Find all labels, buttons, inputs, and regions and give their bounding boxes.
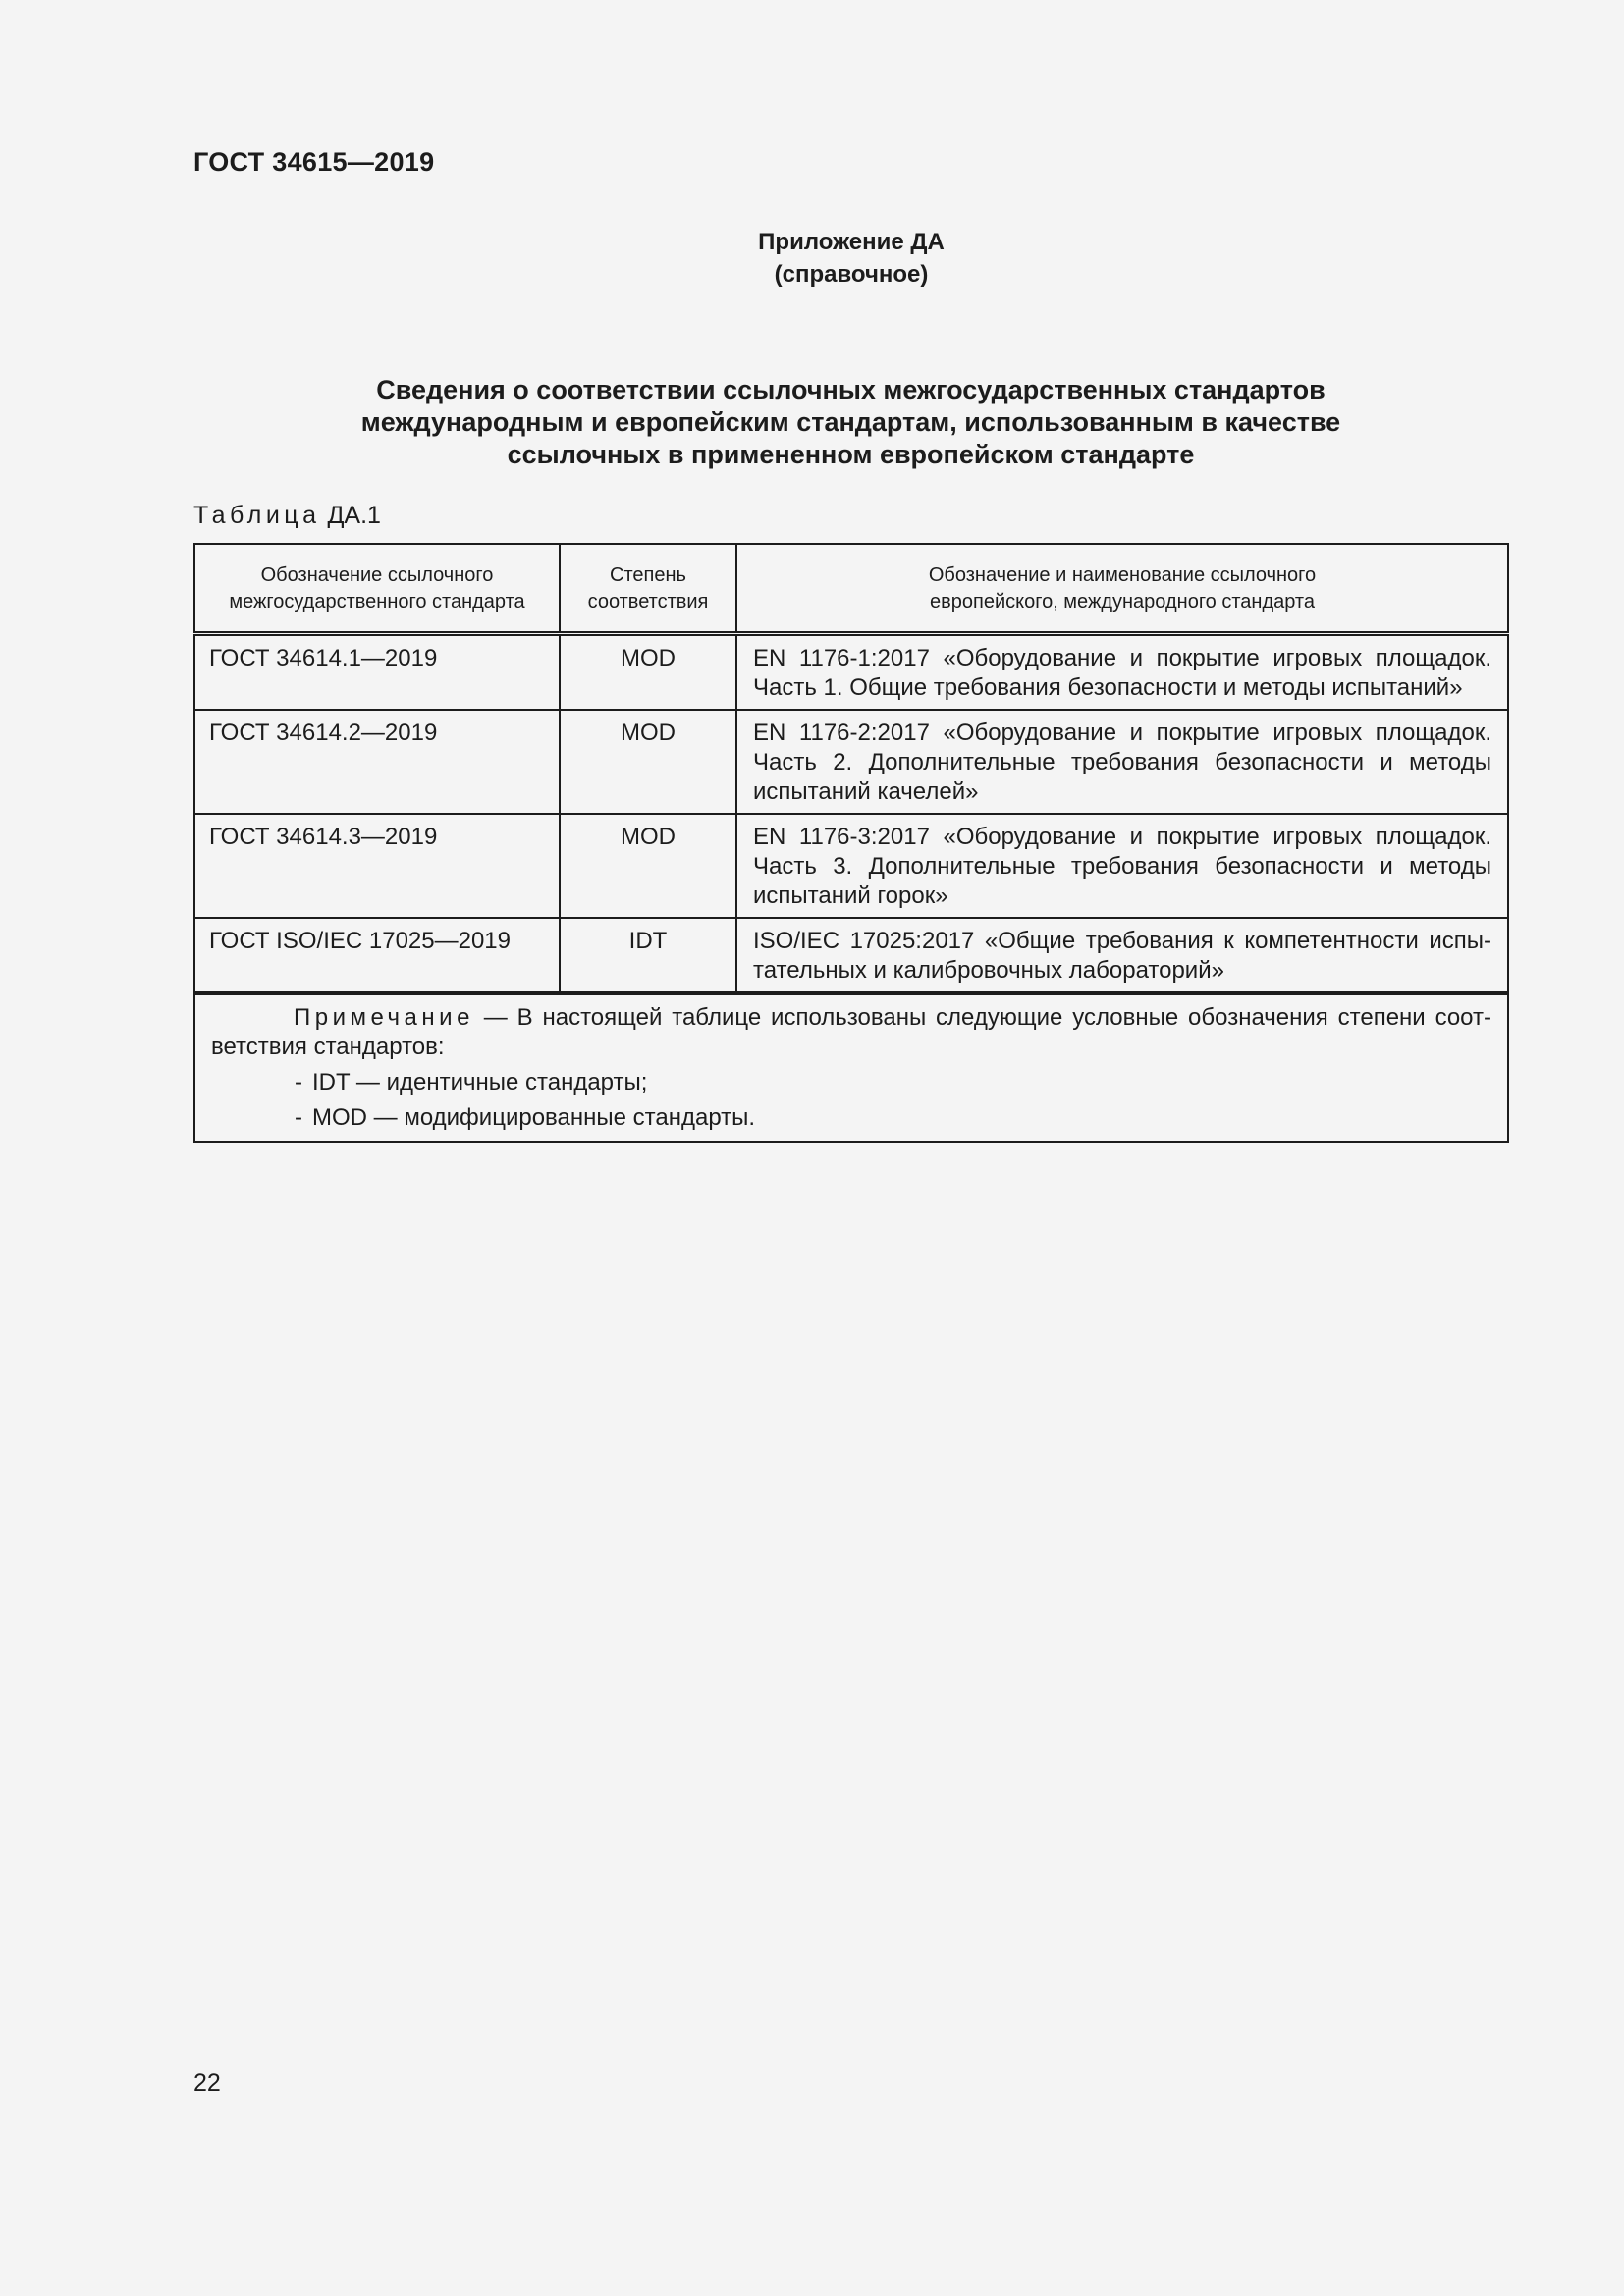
note-text bbox=[211, 1003, 1491, 1062]
cell-reference: EN 1176-3:2017 «Оборудование и покрытие игровых площадок. Часть 3. Дополнительные требования безопасности и методы испытаний горок» bbox=[736, 814, 1508, 918]
note-list-item bbox=[211, 1103, 1491, 1133]
table-note bbox=[194, 993, 1508, 1142]
table-caption bbox=[193, 502, 381, 530]
header-line: Степень bbox=[610, 563, 686, 586]
header-reference bbox=[736, 544, 1508, 633]
cell-degree: MOD bbox=[560, 633, 736, 710]
appendix-heading bbox=[0, 226, 1624, 291]
header-line: Обозначение и наименование ссылочного bbox=[928, 563, 1317, 586]
cell-designation: ГОСТ 34614.2—2019 bbox=[194, 710, 560, 814]
cell-degree: MOD bbox=[560, 814, 736, 918]
table-row bbox=[194, 918, 1508, 993]
table-row bbox=[194, 814, 1508, 918]
header-degree bbox=[560, 544, 736, 633]
note-item-text: IDT — идентичные стандарты; bbox=[312, 1068, 648, 1095]
cell-designation: ГОСТ ISO/IEC 17025—2019 bbox=[194, 918, 560, 993]
cell-degree: MOD bbox=[560, 710, 736, 814]
section-title-line: Сведения о соответствии ссылочных межгосударственных стандартов bbox=[376, 375, 1326, 404]
cell-degree: IDT bbox=[560, 918, 736, 993]
cell-reference: EN 1176-2:2017 «Оборудование и покрытие игровых площадок. Часть 2. Дополнительные требования безопасности и методы испытаний качелей» bbox=[736, 710, 1508, 814]
standards-correspondence-table bbox=[193, 543, 1509, 1143]
table-caption-number: ДА.1 bbox=[327, 502, 381, 529]
section-title-line: ссылочных в примененном европейском стандарте bbox=[507, 440, 1195, 469]
section-title bbox=[226, 374, 1476, 471]
page-number: 22 bbox=[193, 2069, 221, 2097]
cell-designation: ГОСТ 34614.3—2019 bbox=[194, 814, 560, 918]
cell-reference: ISO/IEC 17025:2017 «Общие требования к компетентности испы-тательных и калибровочных лабораторий» bbox=[736, 918, 1508, 993]
note-item-dash: - bbox=[295, 1068, 302, 1095]
cell-reference: EN 1176-1:2017 «Оборудование и покрытие игровых площадок. Часть 1. Общие требования безопасности и методы испытаний» bbox=[736, 633, 1508, 710]
header-line: соответствия bbox=[587, 590, 709, 613]
header-line: Обозначение ссылочного bbox=[260, 563, 494, 586]
table-caption-word: Таблица bbox=[193, 502, 321, 529]
note-label: Примечание bbox=[294, 1003, 474, 1031]
appendix-title: Приложение ДА bbox=[758, 229, 945, 255]
table-row bbox=[194, 710, 1508, 814]
table-note-row bbox=[194, 993, 1508, 1142]
table-row bbox=[194, 633, 1508, 710]
document-code: ГОСТ 34615—2019 bbox=[193, 147, 435, 177]
note-item-dash: - bbox=[295, 1103, 302, 1131]
note-item-text: MOD — модифицированные стандарты. bbox=[312, 1103, 756, 1131]
table-header-row bbox=[194, 544, 1508, 633]
header-designation bbox=[194, 544, 560, 633]
header-line: европейского, международного стандарта bbox=[930, 590, 1315, 613]
note-body: — В настоящей таблице использованы следующие условные обозначения степени соот-ветствия стандартов: bbox=[211, 1003, 1491, 1060]
section-title-line: международным и европейским стандартам, использованным в качестве bbox=[360, 407, 1341, 437]
note-list-item bbox=[211, 1068, 1491, 1097]
cell-designation: ГОСТ 34614.1—2019 bbox=[194, 633, 560, 710]
appendix-subtitle: (справочное) bbox=[774, 261, 929, 288]
header-line: межгосударственного стандарта bbox=[229, 590, 525, 613]
